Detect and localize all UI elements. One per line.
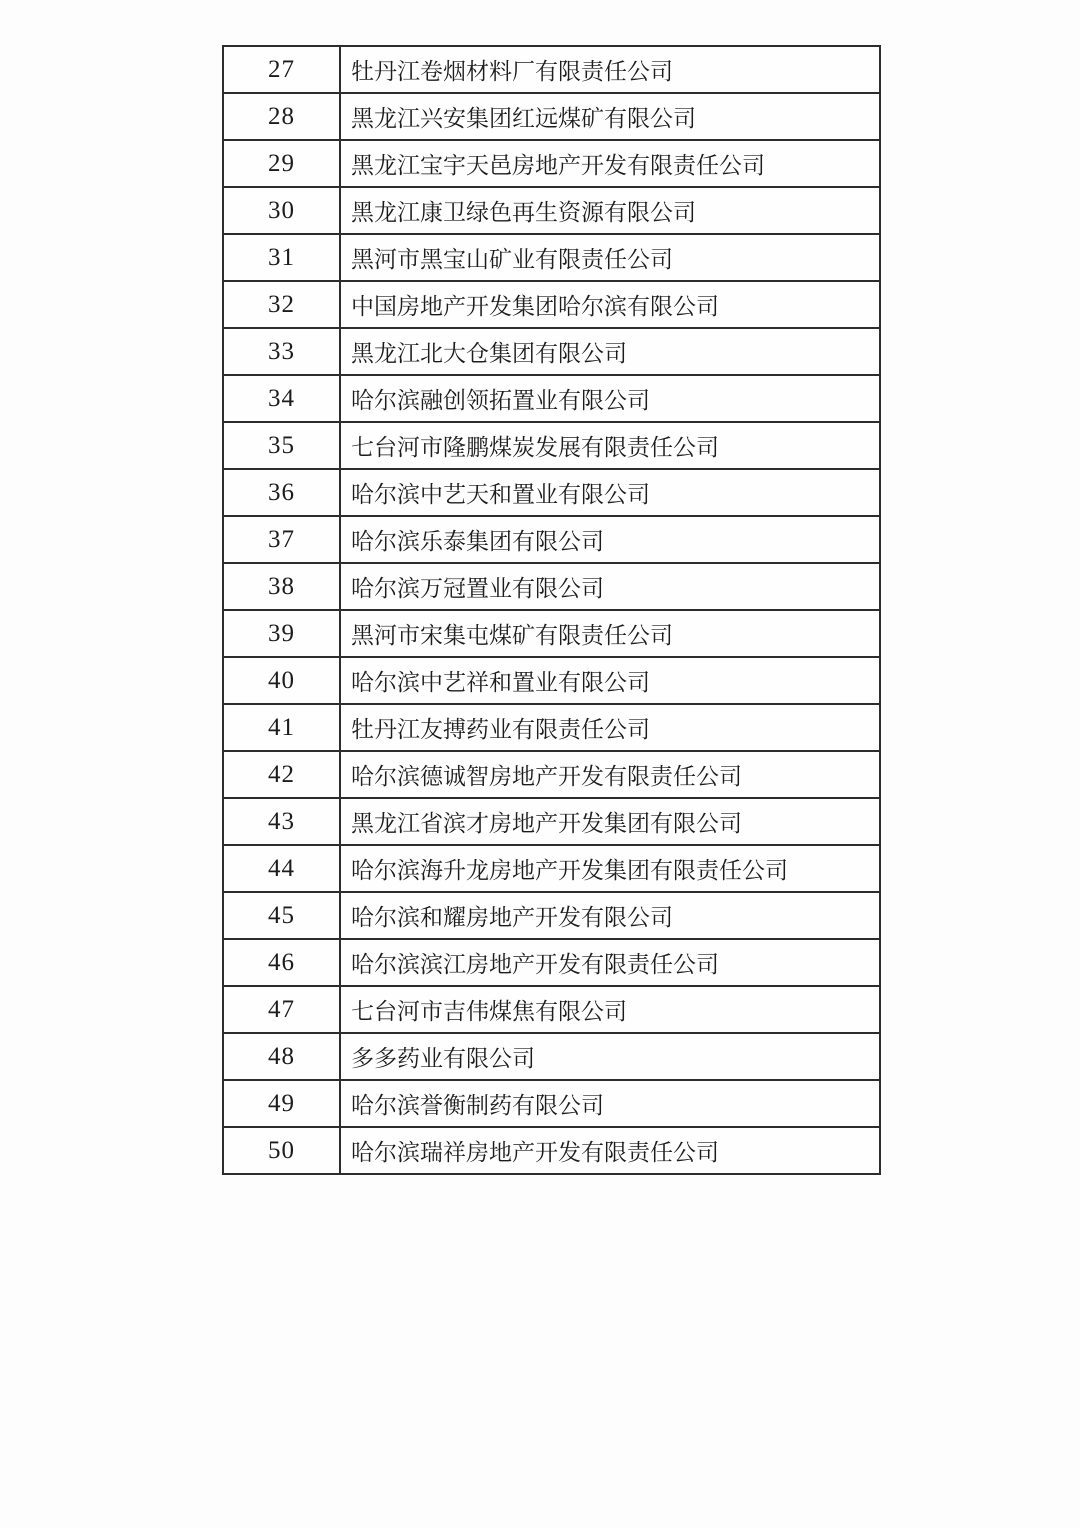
company-name: 黑龙江宝宇天邑房地产开发有限责任公司 xyxy=(340,140,880,187)
table-row xyxy=(223,845,880,892)
table-row xyxy=(223,281,880,328)
table-row xyxy=(223,1080,880,1127)
company-name: 黑龙江兴安集团红远煤矿有限公司 xyxy=(340,93,880,140)
table-row xyxy=(223,140,880,187)
table-row xyxy=(223,516,880,563)
company-name: 黑河市黑宝山矿业有限责任公司 xyxy=(340,234,880,281)
table-row xyxy=(223,610,880,657)
row-number: 32 xyxy=(223,281,340,328)
company-list-table xyxy=(222,45,881,1175)
table-row xyxy=(223,234,880,281)
row-number: 45 xyxy=(223,892,340,939)
table-row xyxy=(223,657,880,704)
table-row xyxy=(223,986,880,1033)
table-row xyxy=(223,46,880,93)
row-number: 46 xyxy=(223,939,340,986)
table-row xyxy=(223,469,880,516)
company-name: 黑河市宋集屯煤矿有限责任公司 xyxy=(340,610,880,657)
company-name: 黑龙江省滨才房地产开发集团有限公司 xyxy=(340,798,880,845)
company-name: 牡丹江友搏药业有限责任公司 xyxy=(340,704,880,751)
company-name: 哈尔滨中艺天和置业有限公司 xyxy=(340,469,880,516)
row-number: 43 xyxy=(223,798,340,845)
table-row xyxy=(223,563,880,610)
company-name: 哈尔滨海升龙房地产开发集团有限责任公司 xyxy=(340,845,880,892)
company-name: 哈尔滨融创领拓置业有限公司 xyxy=(340,375,880,422)
table-row xyxy=(223,798,880,845)
row-number: 34 xyxy=(223,375,340,422)
table-row xyxy=(223,1127,880,1174)
table-row xyxy=(223,422,880,469)
table-row xyxy=(223,375,880,422)
row-number: 48 xyxy=(223,1033,340,1080)
company-name: 哈尔滨誉衡制药有限公司 xyxy=(340,1080,880,1127)
company-name: 哈尔滨乐泰集团有限公司 xyxy=(340,516,880,563)
company-name: 哈尔滨德诚智房地产开发有限责任公司 xyxy=(340,751,880,798)
company-name: 哈尔滨中艺祥和置业有限公司 xyxy=(340,657,880,704)
table-row xyxy=(223,328,880,375)
row-number: 37 xyxy=(223,516,340,563)
company-name: 牡丹江卷烟材料厂有限责任公司 xyxy=(340,46,880,93)
row-number: 49 xyxy=(223,1080,340,1127)
row-number: 47 xyxy=(223,986,340,1033)
row-number: 36 xyxy=(223,469,340,516)
company-name: 黑龙江北大仓集团有限公司 xyxy=(340,328,880,375)
row-number: 40 xyxy=(223,657,340,704)
table-row xyxy=(223,704,880,751)
row-number: 39 xyxy=(223,610,340,657)
row-number: 44 xyxy=(223,845,340,892)
table-row xyxy=(223,187,880,234)
table-row xyxy=(223,892,880,939)
row-number: 28 xyxy=(223,93,340,140)
company-table-body xyxy=(223,46,880,1174)
company-name: 哈尔滨瑞祥房地产开发有限责任公司 xyxy=(340,1127,880,1174)
company-name: 七台河市吉伟煤焦有限公司 xyxy=(340,986,880,1033)
company-name: 黑龙江康卫绿色再生资源有限公司 xyxy=(340,187,880,234)
table-row xyxy=(223,1033,880,1080)
company-name: 哈尔滨和耀房地产开发有限公司 xyxy=(340,892,880,939)
row-number: 38 xyxy=(223,563,340,610)
row-number: 33 xyxy=(223,328,340,375)
row-number: 27 xyxy=(223,46,340,93)
row-number: 31 xyxy=(223,234,340,281)
row-number: 35 xyxy=(223,422,340,469)
company-name: 哈尔滨万冠置业有限公司 xyxy=(340,563,880,610)
row-number: 30 xyxy=(223,187,340,234)
row-number: 29 xyxy=(223,140,340,187)
table-row xyxy=(223,751,880,798)
company-name: 七台河市隆鹏煤炭发展有限责任公司 xyxy=(340,422,880,469)
table-row xyxy=(223,939,880,986)
row-number: 42 xyxy=(223,751,340,798)
row-number: 50 xyxy=(223,1127,340,1174)
company-name: 哈尔滨滨江房地产开发有限责任公司 xyxy=(340,939,880,986)
row-number: 41 xyxy=(223,704,340,751)
company-name: 中国房地产开发集团哈尔滨有限公司 xyxy=(340,281,880,328)
table-row xyxy=(223,93,880,140)
company-name: 多多药业有限公司 xyxy=(340,1033,880,1080)
